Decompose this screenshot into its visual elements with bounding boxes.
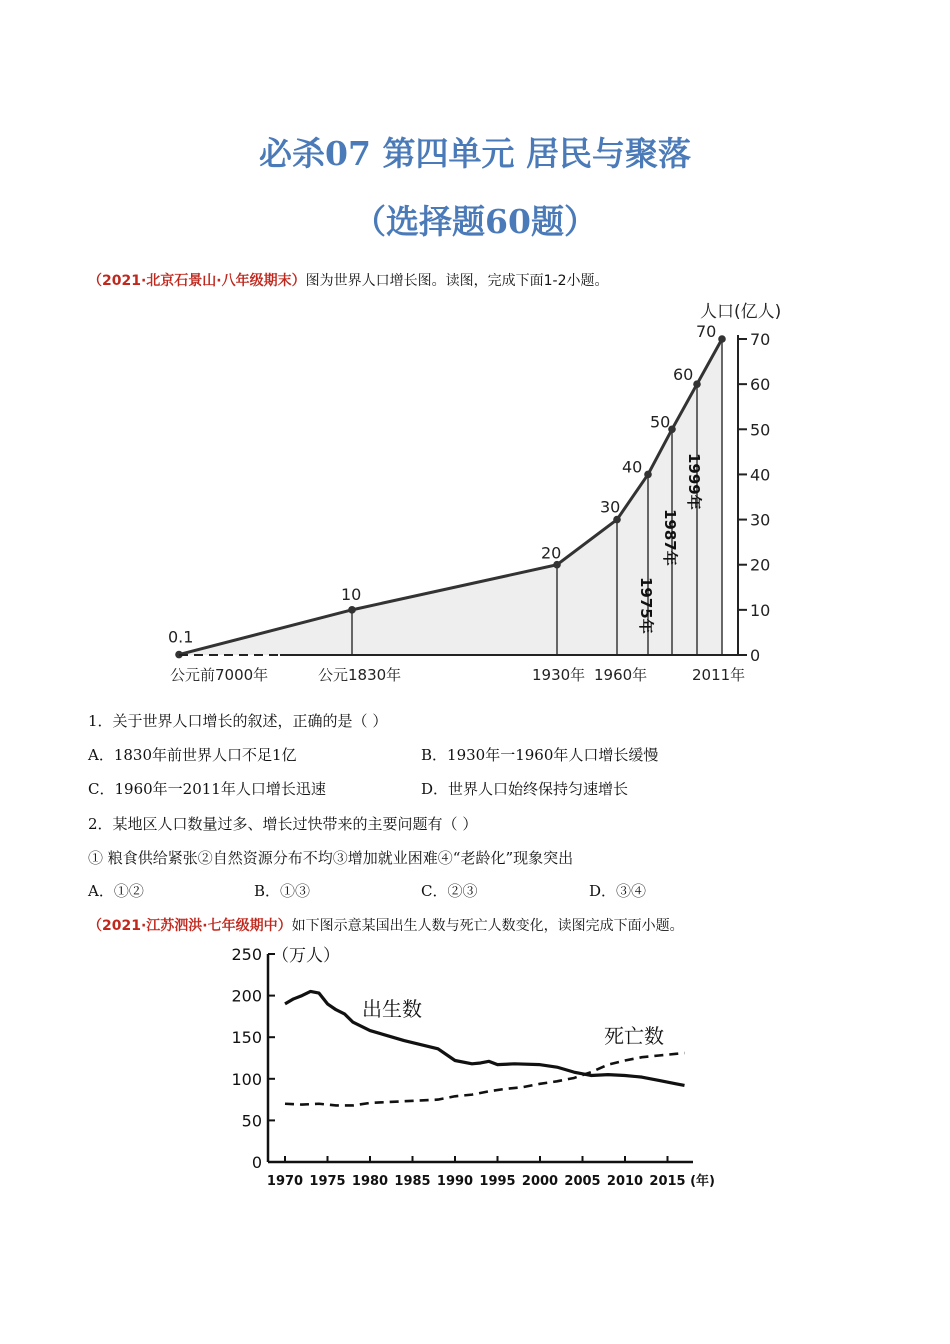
chart2-y-label-200: 200 — [231, 986, 262, 1006]
population-point-4 — [644, 471, 652, 479]
y-tick-label-10: 10 — [750, 600, 771, 620]
chart2-x-label-1980: 1980 — [351, 1174, 389, 1189]
point-label-7: 70 — [696, 322, 717, 341]
chart2-x-label-1975: 1975 — [309, 1174, 346, 1189]
x-label-4: 2011年 — [692, 666, 746, 684]
x-label-3: 1960年 — [594, 666, 648, 684]
chart2-y-label-50: 50 — [241, 1111, 262, 1131]
chart2-x-label-1990: 1990 — [436, 1174, 474, 1189]
population-point-1 — [348, 606, 356, 614]
question-2-items: ① 粮食供给紧张②自然资源分布不均③增加就业困难④“老龄化”现象突出 — [88, 849, 574, 867]
x-label-2: 1930年 — [532, 666, 586, 684]
point-label-3: 30 — [600, 497, 621, 517]
question-2-option-b[interactable]: B．①③ — [254, 882, 311, 900]
y-tick-label-30: 30 — [750, 510, 771, 530]
y-tick-label-70: 70 — [750, 330, 771, 349]
point-label-2: 20 — [541, 543, 562, 563]
question-2-option-c[interactable]: C．②③ — [421, 882, 478, 900]
year-label-0: 1975年 — [637, 577, 655, 634]
y-tick-label-0: 0 — [750, 646, 761, 665]
y-tick-label-60: 60 — [750, 375, 771, 395]
question-2-stem: 2．某地区人口数量过多、增长过快带来的主要问题有（ ） — [88, 815, 478, 833]
y-axis-title: 人口(亿人) — [700, 302, 782, 322]
section2-intro-text: 如下图示意某国出生人数与死亡人数变化，读图完成下面小题。 — [291, 918, 684, 934]
section1-source: （2021·北京石景山·八年级期末） — [88, 273, 306, 289]
point-label-5: 50 — [650, 412, 671, 432]
chart2-x-label-2010: 2010 — [606, 1174, 644, 1189]
population-growth-chart — [0, 295, 950, 695]
chart2-x-label-2015: 2015 — [649, 1174, 686, 1189]
x-label-1: 公元1830年 — [318, 666, 402, 684]
question-1-stem: 1．关于世界人口增长的叙述，正确的是（ ） — [88, 712, 388, 730]
deaths-label: 死亡数 — [604, 1024, 664, 1048]
year-label-2: 1999年 — [685, 453, 703, 510]
chart2-x-label-2005: 2005 — [564, 1174, 601, 1189]
section1-intro — [88, 270, 608, 290]
chart2-x-unit: (年) — [690, 1174, 715, 1189]
question-2-option-a[interactable]: A．①② — [88, 882, 144, 900]
population-point-7 — [718, 335, 726, 343]
chart2-y-label-150: 150 — [231, 1028, 262, 1048]
y-tick-label-40: 40 — [750, 465, 771, 485]
question-1-option-a[interactable]: A．1830年前世界人口不足1亿 — [88, 746, 297, 764]
question-1-option-d[interactable]: D．世界人口始终保持匀速增长 — [421, 780, 629, 798]
year-label-1: 1987年 — [661, 509, 679, 566]
chart2-x-label-1995: 1995 — [479, 1174, 516, 1189]
section1-intro-text: 图为世界人口增长图。读图，完成下面1-2小题。 — [305, 273, 609, 289]
population-point-3 — [613, 516, 621, 524]
y-tick-label-50: 50 — [750, 420, 771, 440]
births-label: 出生数 — [362, 997, 422, 1021]
page-subtitle: （选择题60题） — [353, 202, 597, 241]
point-label-1: 10 — [341, 584, 362, 604]
question-2-option-d[interactable]: D．③④ — [589, 882, 647, 900]
chart2-x-label-1970: 1970 — [266, 1174, 304, 1189]
page-title: 必杀07 第四单元 居民与聚落 — [259, 134, 691, 173]
chart2-x-label-1985: 1985 — [394, 1174, 431, 1189]
question-1-option-b[interactable]: B．1930年一1960年人口增长缓慢 — [421, 746, 659, 764]
chart2-x-label-2000: 2000 — [521, 1174, 559, 1189]
point-label-0: 0.1 — [168, 627, 194, 647]
question-1-option-c[interactable]: C．1960年一2011年人口增长迅速 — [88, 780, 326, 798]
chart2-y-label-100: 100 — [231, 1069, 262, 1089]
chart2-y-unit: （万人） — [272, 946, 340, 966]
section2-intro — [88, 915, 684, 935]
population-point-6 — [693, 380, 701, 388]
section2-source: （2021·江苏泗洪·七年级期中） — [88, 918, 292, 934]
point-label-6: 60 — [673, 365, 694, 385]
chart2-y-label-0: 0 — [251, 1153, 262, 1172]
y-tick-label-20: 20 — [750, 555, 771, 575]
point-label-4: 40 — [622, 457, 643, 477]
chart2-y-label-250: 250 — [231, 945, 262, 964]
x-label-0: 公元前7000年 — [170, 666, 269, 684]
births-deaths-chart — [0, 940, 950, 1200]
